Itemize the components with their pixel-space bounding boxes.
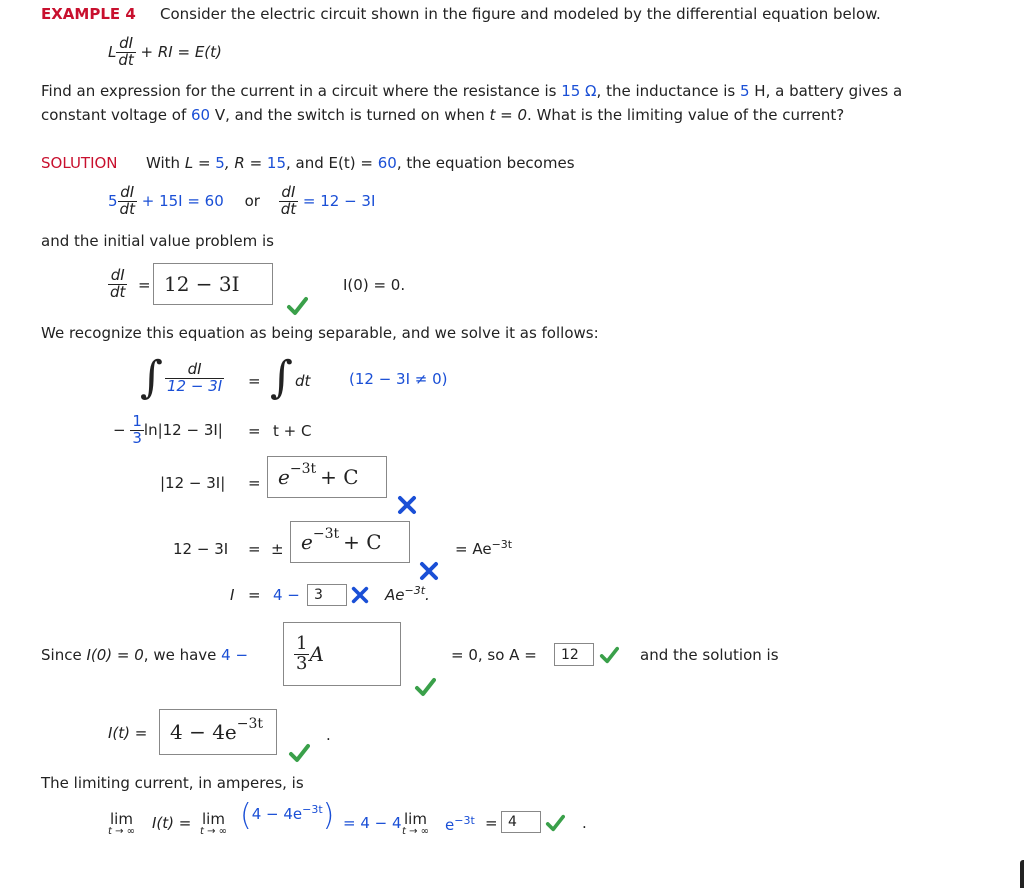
i-rhs: $Ae^{-3t}$. — [385, 584, 430, 604]
i-equals: = — [248, 586, 261, 604]
integral-sign-2: ∫ — [270, 352, 293, 403]
ivp-initial: I(0) = 0. — [343, 276, 406, 294]
it-lhs: I(t) = — [108, 724, 148, 742]
cross-icon — [396, 494, 418, 516]
problem-line-2: constant voltage of 60 V, and the switch is turned on when t = 0. What is the limiting value of the current? — [41, 106, 845, 124]
a-answer-box[interactable]: 12 — [554, 643, 594, 666]
integral-equals: = — [248, 372, 261, 390]
integral-lhs: $\frac{dI}{12 - 3I}$ — [167, 360, 223, 395]
limiting-text: The limiting current, in amperes, is — [41, 774, 304, 792]
lim-answer-box[interactable]: 4 — [501, 811, 541, 833]
a-equals-text: = 0, so A = — [451, 646, 537, 664]
ln-equals: = — [248, 422, 261, 440]
abs-equals: = — [248, 474, 261, 492]
ivp-equals: = — [138, 276, 151, 294]
ln-rhs: t + C — [273, 422, 312, 440]
model-equation: L $\frac{dI}{dt}$ + RI = E(t) — [108, 34, 222, 69]
ivp-derivative: $\frac{dI}{dt}$ — [110, 266, 126, 301]
example-label: EXAMPLE 4 — [41, 5, 136, 23]
lim-paren-expr: $(4 - 4e^{-3t})$ — [240, 798, 335, 833]
abs-answer-box[interactable]: e $^{-3t}$ + C — [267, 456, 387, 498]
i-lhs: I — [230, 586, 235, 604]
cross-icon — [418, 560, 440, 582]
check-icon — [599, 645, 619, 665]
separable-text: We recognize this equation as being separable, and we solve it as follows: — [41, 324, 599, 342]
lim-3: lim t → ∞ — [402, 810, 429, 837]
final-dot: . — [582, 814, 587, 832]
and-solution-text: and the solution is — [640, 646, 779, 664]
problem-line-1: Find an expression for the current in a circuit where the resistance is 15 Ω, the inductance is 5 H, a battery gives a — [41, 82, 903, 100]
cross-icon — [350, 585, 370, 605]
pm-lhs: 12 − 3I — [173, 540, 229, 558]
lim-it: I(t) = — [152, 814, 192, 832]
pm-equals: = — [248, 540, 261, 558]
pm-sign: ± — [271, 540, 284, 558]
pm-rhs: = $Ae^{-3t}$ — [455, 538, 513, 558]
check-icon — [545, 813, 565, 833]
integral-sign: ∫ — [140, 352, 163, 403]
lim-eq-four: = 4 − 4 — [343, 814, 402, 832]
ln-line: − $\frac{1}{3}$ ln|12 − 3I| — [113, 412, 223, 447]
pm-answer-box[interactable]: e $^{-3t}$ + C — [290, 521, 410, 563]
lim-e: $e^{-3t}$ — [445, 814, 475, 834]
lim-equals: = — [485, 814, 498, 832]
check-icon — [286, 295, 308, 317]
abs-lhs: |12 − 3I| — [160, 474, 226, 492]
integral-condition: (12 − 3I ≠ 0) — [349, 370, 448, 388]
lim-1: lim t → ∞ — [108, 810, 135, 837]
solution-label: SOLUTION — [41, 154, 118, 172]
a-expression-box[interactable]: $\frac{1}{3}$ A — [283, 622, 401, 686]
ivp-answer-box[interactable]: 12 − 3I — [153, 263, 273, 305]
ivp-text: and the initial value problem is — [41, 232, 274, 250]
solution-intro: With L = 5, R = 15, and E(t) = 60, the equation becomes — [146, 154, 575, 172]
scrollbar-thumb[interactable] — [1020, 860, 1024, 888]
check-icon — [414, 676, 436, 698]
i-mid: 4 − — [273, 586, 300, 604]
it-answer-box[interactable]: 4 − 4e $^{-3t}$ — [159, 709, 277, 755]
example-intro: Consider the electric circuit shown in the figure and modeled by the differential equation below. — [160, 5, 881, 23]
i-answer-box[interactable]: 3 — [307, 584, 347, 606]
check-icon — [288, 742, 310, 764]
since-line: Since I(0) = 0, we have 4 − — [41, 646, 249, 664]
integral-rhs: dt — [295, 372, 311, 390]
it-dot: . — [326, 726, 331, 744]
lim-2: lim t → ∞ — [200, 810, 227, 837]
equation-becomes: 5 $\frac{dI}{dt}$ + 15I = 60 or $\frac{dI}{dt}$ = 12 − 3I — [108, 183, 376, 218]
